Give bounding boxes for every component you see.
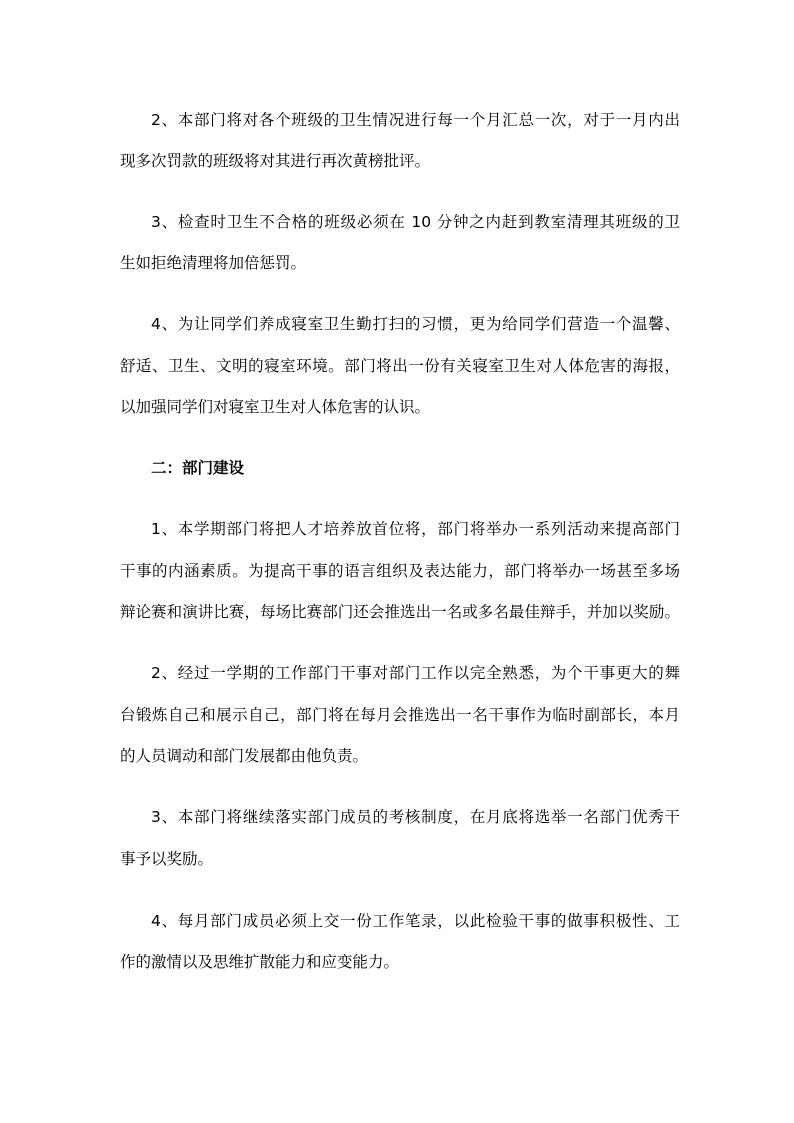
- paragraph-5-line-1: 2、经过一学期的工作部门干事对部门工作以完全熟悉，为个干事更大的舞: [151, 664, 680, 682]
- paragraph-4-line-3: 辩论赛和演讲比赛，每场比赛部门还会推选出一名或多名最佳辩手，并加以奖励。: [120, 603, 680, 621]
- paragraph-3-line-1: 4、为让同学们养成寝室卫生勤打扫的习惯，更为给同学们营造一个温馨、: [151, 315, 680, 333]
- paragraph-1-line-1: 2、本部门将对各个班级的卫生情况进行每一个月汇总一次，对于一月内出: [151, 111, 680, 129]
- paragraph-4-line-1: 1、本学期部门将把人才培养放首位将，部门将举办一系列活动来提高部门: [151, 520, 680, 538]
- paragraph-2-line-1: 3、检查时卫生不合格的班级必须在 10 分钟之内赶到教室清理其班级的卫: [151, 213, 680, 231]
- paragraph-5-line-2: 台锻炼自己和展示自己，部门将在每月会推选出一名干事作为临时副部长，本月: [120, 706, 680, 724]
- section-heading: 二：部门建设: [151, 459, 245, 477]
- paragraph-6-line-2: 事予以奖励。: [120, 850, 214, 868]
- paragraph-6-line-1: 3、本部门将继续落实部门成员的考核制度，在月底将选举一名部门优秀干: [151, 808, 680, 826]
- paragraph-1-line-2: 现多次罚款的班级将对其进行再次黄榜批评。: [120, 152, 431, 170]
- paragraph-2-line-2: 生如拒绝清理将加倍惩罚。: [120, 254, 307, 272]
- paragraph-4-line-2: 干事的内涵素质。为提高干事的语言组织及表达能力，部门将举办一场甚至多场: [120, 562, 680, 580]
- paragraph-7-line-2: 作的激情以及思维扩散能力和应变能力。: [120, 953, 400, 971]
- paragraph-3-line-2: 舒适、卫生、文明的寝室环境。部门将出一份有关寝室卫生对人体危害的海报，: [120, 357, 680, 375]
- paragraph-3-line-3: 以加强同学们对寝室卫生对人体危害的认识。: [120, 398, 431, 416]
- paragraph-7-line-1: 4、每月部门成员必须上交一份工作笔录，以此检验干事的做事积极性、工: [151, 912, 680, 930]
- paragraph-5-line-3: 的人员调动和部门发展都由他负责。: [120, 747, 369, 765]
